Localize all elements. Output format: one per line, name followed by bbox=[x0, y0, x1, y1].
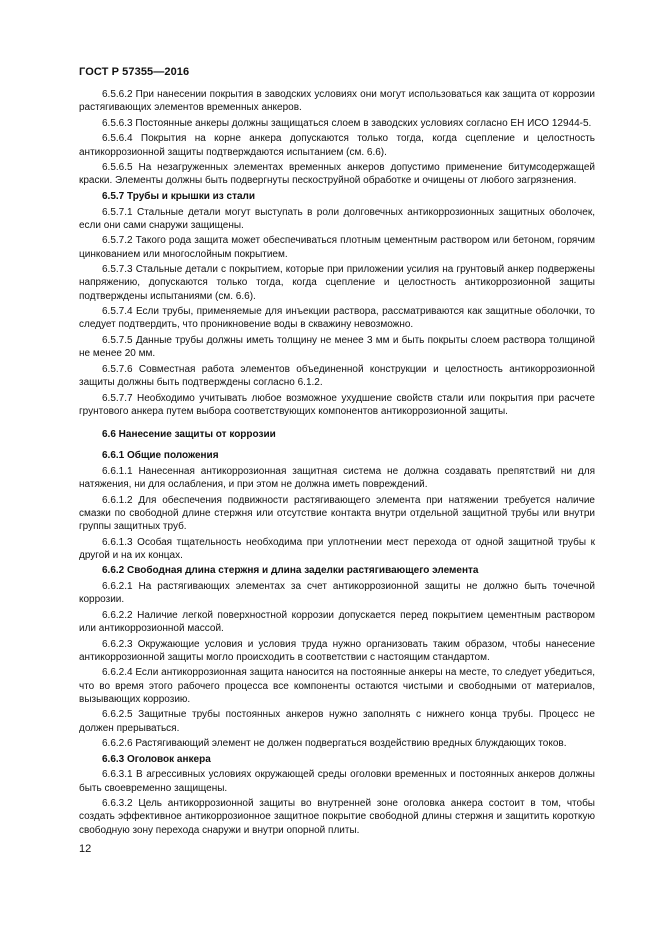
section-heading: 6.6 Нанесение защиты от коррозии bbox=[102, 428, 276, 440]
document-body bbox=[79, 88, 595, 839]
paragraph: 6.6.1.3 Особая тщательность необходима при уплотнении мест перехода от одной защитной трубы к другой и на их концах. bbox=[79, 536, 595, 561]
paragraph: 6.6.1.1 Нанесенная антикоррозионная защитная система не должна создавать препятствий ни для натяжения, ни для ослабления, и при этом не должна иметь повреждений. bbox=[79, 465, 595, 490]
paragraph: 6.5.6.5 На незагруженных элементах временных анкеров допустимо применение битумсодержащей краски. Элементы должны быть подвергнуты пескоструйной обработке и очищены от любого загрязнения. bbox=[79, 162, 595, 187]
section-heading: 6.6.3 Оголовок анкера bbox=[102, 753, 211, 765]
paragraph: 6.5.7.5 Данные трубы должны иметь толщину не менее 3 мм и быть покрыты слоем раствора толщиной не менее 20 мм. bbox=[79, 334, 595, 360]
document-header: ГОСТ Р 57355—2016 bbox=[79, 66, 190, 78]
paragraph: 6.6.1.2 Для обеспечения подвижности растягивающего элемента при натяжении требуется наличие смазки по свободной длине стержня или отсутствие контакта внутри отдельной защитной трубы или внутри группы защитных труб. bbox=[79, 494, 595, 532]
paragraph: 6.5.7.1 Стальные детали могут выступать в роли долговечных антикоррозионных защитных оболочек, если они сами снаружи защищены. bbox=[79, 206, 595, 231]
paragraph: 6.6.3.2 Цель антикоррозионной защиты во внутренней зоне оголовка анкера состоит в том, чтобы создать эффективное антикоррозионное защитное покрытие свободной длины стержня и защитить короткую свободную зону перехода снаружи и внутри опорной плиты. bbox=[79, 798, 595, 836]
section-heading: 6.5.7 Трубы и крышки из стали bbox=[102, 190, 256, 202]
section-heading: 6.6.1 Общие положения bbox=[102, 450, 219, 462]
paragraph: 6.6.3.1 В агрессивных условиях окружающей среды оголовки временных и постоянных анкеров должны быть своевременно защищены. bbox=[79, 769, 595, 794]
paragraph: 6.6.2.2 Наличие легкой поверхностной коррозии допускается перед покрытием цементным раствором или антикоррозионной массой. bbox=[79, 609, 595, 634]
paragraph: 6.6.2.1 На растягивающих элементах за счет антикоррозионной защиты не должно быть точечной коррозии. bbox=[79, 580, 595, 606]
paragraph: 6.5.6.2 При нанесении покрытия в заводских условиях они могут использоваться как защита от коррозии растягивающих элементов временных анкеров. bbox=[79, 89, 595, 114]
paragraph: 6.5.7.2 Такого рода защита может обеспечиваться плотным цементным раствором или бетоном, горячим цинкованием или многослойным покрытием. bbox=[79, 235, 595, 260]
paragraph: 6.6.2.4 Если антикоррозионная защита наносится на постоянные анкеры на месте, то следует убедиться, что во время этого рабочего процесса все компоненты остаются чистыми и свободными от материалов, вызывающих коррозию. bbox=[79, 667, 595, 705]
paragraph: 6.5.7.3 Стальные детали с покрытием, которые при приложении усилия на грунтовый анкер подвержены напряжению, допускаются только тогда, когда сцепление и целостность антикоррозионной защиты подтверждены испытаниями (см. 6.6). bbox=[79, 264, 595, 302]
paragraph: 6.5.6.3 Постоянные анкеры должны защищаться слоем в заводских условиях согласно ЕН ИСО 12944-5. bbox=[102, 117, 592, 129]
paragraph: 6.5.7.7 Необходимо учитывать любое возможное ухудшение свойств стали или покрытия при расчете грунтового анкера путем выбора соответствующих компонентов антикоррозионной защиты. bbox=[79, 392, 595, 417]
paragraph: 6.5.7.4 Если трубы, применяемые для инъекции раствора, рассматриваются как защитные оболочки, то следует подтвердить, что проникновение воды в скважину невозможно. bbox=[79, 306, 595, 331]
paragraph: 6.6.2.3 Окружающие условия и условия труда нужно организовать таким образом, чтобы нанесение антикоррозионной защиты могло происходить в соответствии с настоящим стандартом. bbox=[79, 638, 595, 663]
paragraph: 6.5.7.6 Совместная работа элементов объединенной конструкции и целостность антикоррозионной защиты должны быть подтверждены согласно 6.1.2. bbox=[79, 363, 595, 388]
page-number: 12 bbox=[79, 843, 92, 855]
paragraph: 6.6.2.5 Защитные трубы постоянных анкеров нужно заполнять с нижнего конца трубы. Процесс не должен прерываться. bbox=[79, 709, 595, 734]
paragraph: 6.6.2.6 Растягивающий элемент не должен подвергаться воздействию вредных блуждающих токов. bbox=[102, 738, 567, 750]
paragraph: 6.5.6.4 Покрытия на корне анкера допускаются только тогда, когда сцепление и целостность антикоррозионной защиты подтверждаются испытанием (см. 6.6). bbox=[79, 133, 595, 158]
section-heading: 6.6.2 Свободная длина стержня и длина заделки растягивающего элемента bbox=[102, 565, 479, 577]
